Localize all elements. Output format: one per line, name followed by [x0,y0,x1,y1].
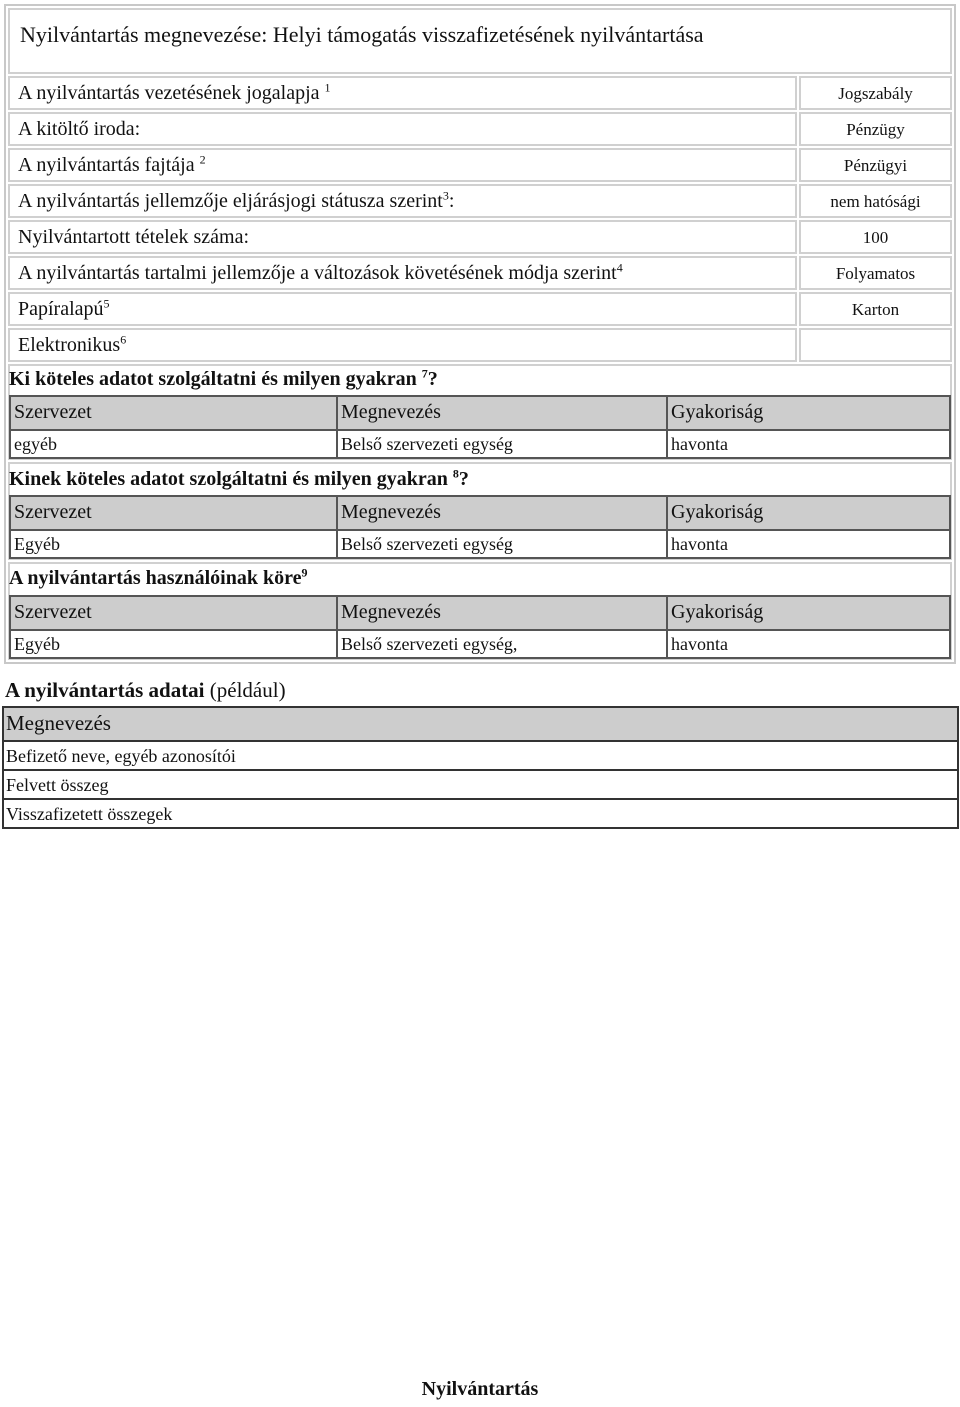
footnote-ref: 5 [103,296,110,311]
table-header [11,597,949,631]
row-value: 100 [862,228,889,247]
table-row [4,800,957,827]
row-label: Papíralapú [18,298,104,320]
table-cell: Belső szervezeti egység [341,434,513,454]
table-row [11,531,949,561]
table-header [4,708,957,742]
row-value-cell [799,112,952,146]
page-footer: Nyilvántartás [421,1378,539,1400]
section-heading: Ki köteles adatot szolgáltatni és milyen gyakran $^7$? [9,366,438,390]
table-row [11,431,949,461]
table-cell: Felvett összeg [6,775,109,795]
table-header [11,397,949,431]
row-value-cell [799,328,952,362]
table-cell: egyéb [14,434,57,454]
title-cell [8,8,952,74]
table-cell: Egyéb [14,634,60,654]
row-value: Jogszabály [838,84,913,103]
row-label: A nyilvántartás vezetésének jogalapja [18,82,320,104]
table-cell: Egyéb [14,534,60,554]
column-header: Megnevezés [341,601,441,623]
row-label-cell [8,76,797,110]
table-cell: Visszafizetett összegek [6,804,173,824]
row-label: A nyilvántartás jellemzője eljárásjogi státusza szerint [18,190,443,212]
row-value: nem hatósági [830,192,921,211]
column-header: Szervezet [14,401,92,423]
data-section-heading: A nyilvántartás adatai (például) [5,678,286,702]
row-value-cell [799,292,952,326]
table-cell: Belső szervezeti egység, [341,634,518,654]
column-header: Szervezet [14,601,92,623]
recipient-table [9,495,951,559]
table-cell: havonta [671,534,728,554]
users-table [9,595,951,659]
row-value-cell [799,76,952,110]
table-header [11,497,949,531]
table-row [4,771,957,800]
row-value: Karton [851,300,900,319]
column-header: Megnevezés [341,501,441,523]
section-heading: A nyilvántartás használóinak köre$^9$ [9,565,308,589]
column-header: Megnevezés [6,711,111,735]
footnote-ref: 3 [442,188,449,203]
table-cell: havonta [671,434,728,454]
row-label-cell [8,256,797,290]
row-label: A nyilvántartás fajtája [18,154,195,176]
column-header: Szervezet [14,501,92,523]
row-value-cell [799,148,952,182]
table-cell: Befizető neve, egyéb azonosítói [6,746,236,766]
column-header: Megnevezés [341,401,441,423]
row-label-cell [8,328,797,362]
footnote-ref: 2 [199,152,206,167]
table-cell: Belső szervezeti egység [341,534,513,554]
footnote-ref: 4 [616,260,623,275]
column-header: Gyakoriság [671,501,764,523]
row-value: Pénzügy [846,120,905,139]
row-value: Pénzügyi [843,156,908,175]
table-row [4,742,957,771]
row-label-cell [8,148,797,182]
footnote-ref: 6 [120,332,127,347]
row-value-cell [799,256,952,290]
row-value-cell [799,184,952,218]
page-title: Nyilvántartás megnevezése: Helyi támogatás visszafizetésének nyilvántartása [20,22,704,47]
row-value-cell [799,220,952,254]
section-heading: Kinek köteles adatot szolgáltatni és milyen gyakran $^8$? [9,466,469,490]
row-label-cell [8,292,797,326]
row-label-cell: A nyilvántartás jellemzője eljárásjogi státusza szerint$^3$: [8,184,797,218]
row-label-cell [8,220,797,254]
column-header: Gyakoriság [671,401,764,423]
row-value: Folyamatos [835,264,916,283]
data-fields-table [2,706,959,829]
row-label: A nyilvántartás tartalmi jellemzője a változások követésének módja szerint [18,262,617,284]
table-row [11,631,949,661]
row-label: Nyilvántartott tételek száma: [18,226,250,248]
provider-table [9,395,951,459]
footnote-ref: 1 [324,80,331,95]
table-cell: havonta [671,634,728,654]
row-label: Elektronikus [18,334,121,356]
column-header: Gyakoriság [671,601,764,623]
row-label-cell [8,112,797,146]
row-label: A kitöltő iroda: [18,118,141,140]
